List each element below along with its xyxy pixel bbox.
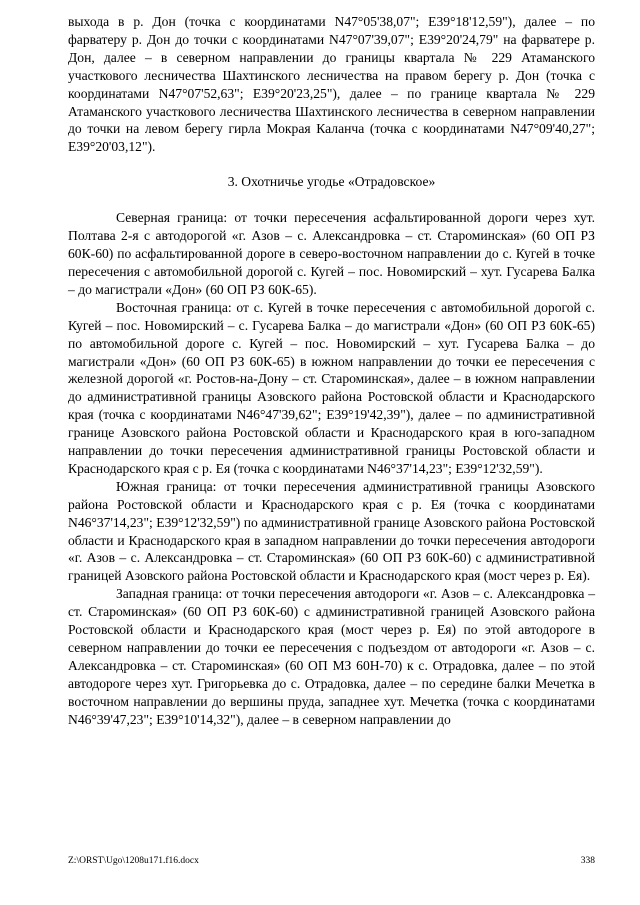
footer-file-path: Z:\ORST\Ugo\1208u171.f16.docx [68,856,199,866]
continuation-paragraph: выхода в р. Дон (точка с координатами N47°05'38,07"; E39°18'12,59"), далее – по фарватеру р. Дон до точки с координатами N47°07'39,07"; E39°20'24,79" на фарватере р. Дон, далее – в северном направлении до границы квартала № 229 Атаманского участкового лесничества Шахтинского лесничества на правом берегу р. Дон (точка с координатами N47°07'52,63"; E39°20'23,25"), далее – по границе квартала № 229 Атаманского участкового лесничества Шахтинского лесничества в северном направлении до точки на левом берегу гирла Мокрая Каланча (точка с координатами N47°09'40,27"; E39°20'03,12"). [68,14,595,155]
section-heading: 3. Охотничье угодье «Отрадовское» [227,174,436,190]
paragraph-eastern-border: Восточная граница: от с. Кугей в точке пересечения с автомобильной дорогой с. Кугей – пос. Новомирский – с. Гусарева Балка – до магистрали «Дон» (60 ОП РЗ 60К-65) по автомобильной дороге с. Кугей – пос. Новомирский – хут. Гусарева Балка – до магистрали «Дон» (60 ОП РЗ 60К-65) в южном направлении до точки ее пересечения с железной дорогой «г. Ростов-на-Дону – ст. Староминская», далее – в южном направлении до административной границы Азовского района Ростовской области и Краснодарского края (точка с координатами N46°47'39,62"; E39°19'42,39"), далее – по административной границе Азовского района Ростовской области и Краснодарского края в юго-западном направлении до точки пересечения административной границы Ростовской области и Краснодарского края с р. Ея (точка с координатами N46°37'14,23"; E39°12'32,59"). [68,299,595,476]
paragraph-northern-border: Северная граница: от точки пересечения асфальтированной дороги через хут. Полтава 2-я с автодорогой «г. Азов – с. Александровка – ст. Староминская» (60 ОП РЗ 60К-60) по асфальтированной дороге в северо-восточном направлении до с. Кугей в точке пересечения с автомобильной дорогой с. Кугей – пос. Новомирский – хут. Гусарева Балка – до магистрали «Дон» (60 ОП РЗ 60К-65). [68,210,595,297]
page-footer [68,854,595,868]
paragraph-southern-border: Южная граница: от точки пересечения административной границы Азовского района Ростовской области и Краснодарского края с р. Ея (точка с координатами N46°37'14,23"; E39°12'32,59") по административной границе Азовского района Ростовской области и Краснодарского края в западном направлении до точки пересечения автодороги «г. Азов – с. Александровка – ст. Староминская» (60 ОП РЗ 60К-60) с административной границей Азовского района Ростовской области и Краснодарского края (мост через р. Ея). [68,478,595,584]
paragraph-western-border: Западная граница: от точки пересечения автодороги «г. Азов – с. Александровка – ст. Староминская» (60 ОП РЗ 60К-60) с административной границей Азовского района Ростовской области и Краснодарского края (мост через р. Ея) по этой автодороге в северном направлении до точки ее пересечения с подъездом от автодороги «г. Азов – с. Александровка – ст. Староминская» (60 ОП МЗ 60Н-70) к с. Отрадовка, далее – по этой автодороге через хут. Григорьевка до с. Отрадовка, далее – по середине балки Мечетка в восточном направлении до вершины пруда, западнее хут. Мечетка (точка с координатами N46°39'47,23"; E39°10'14,32"), далее – в северном направлении до [68,586,595,727]
footer-page-number: 338 [580,856,595,866]
document-page [68,13,595,729]
